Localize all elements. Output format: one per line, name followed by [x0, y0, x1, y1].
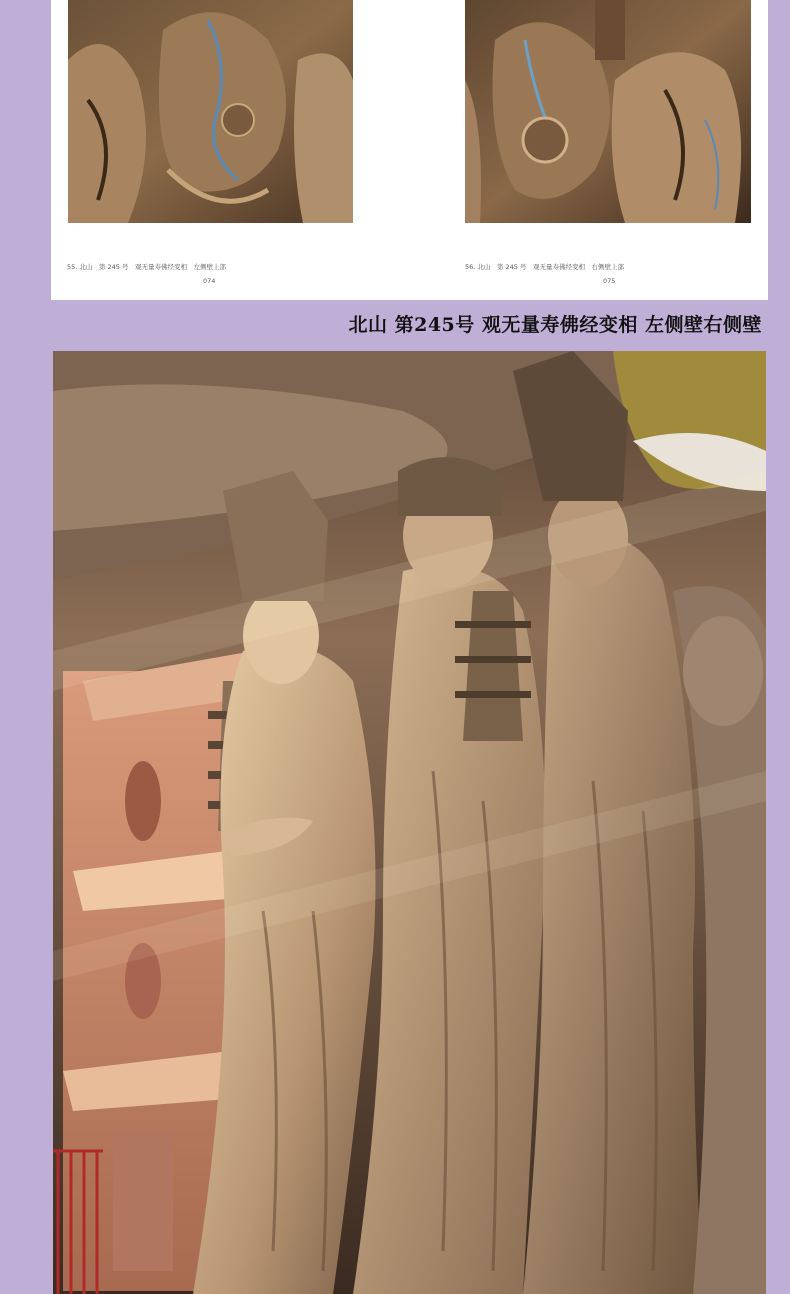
right-carving-photo	[465, 0, 751, 223]
left-page-number: 074	[203, 277, 216, 285]
right-photo-caption: 56. 北山 第 245 号 观无量寿佛经变相 右侧壁上部	[465, 263, 624, 271]
book-spread-preview	[51, 0, 768, 300]
left-carving-photo	[68, 0, 353, 223]
section-headline: 北山 第245号 观无量寿佛经变相 左侧壁右侧壁	[348, 314, 762, 336]
left-photo-caption: 55. 北山 第 245 号 观无量寿佛经变相 左侧壁上部	[67, 263, 226, 271]
right-page-number: 075	[603, 277, 616, 285]
buddha-statues-photo	[53, 351, 766, 1294]
